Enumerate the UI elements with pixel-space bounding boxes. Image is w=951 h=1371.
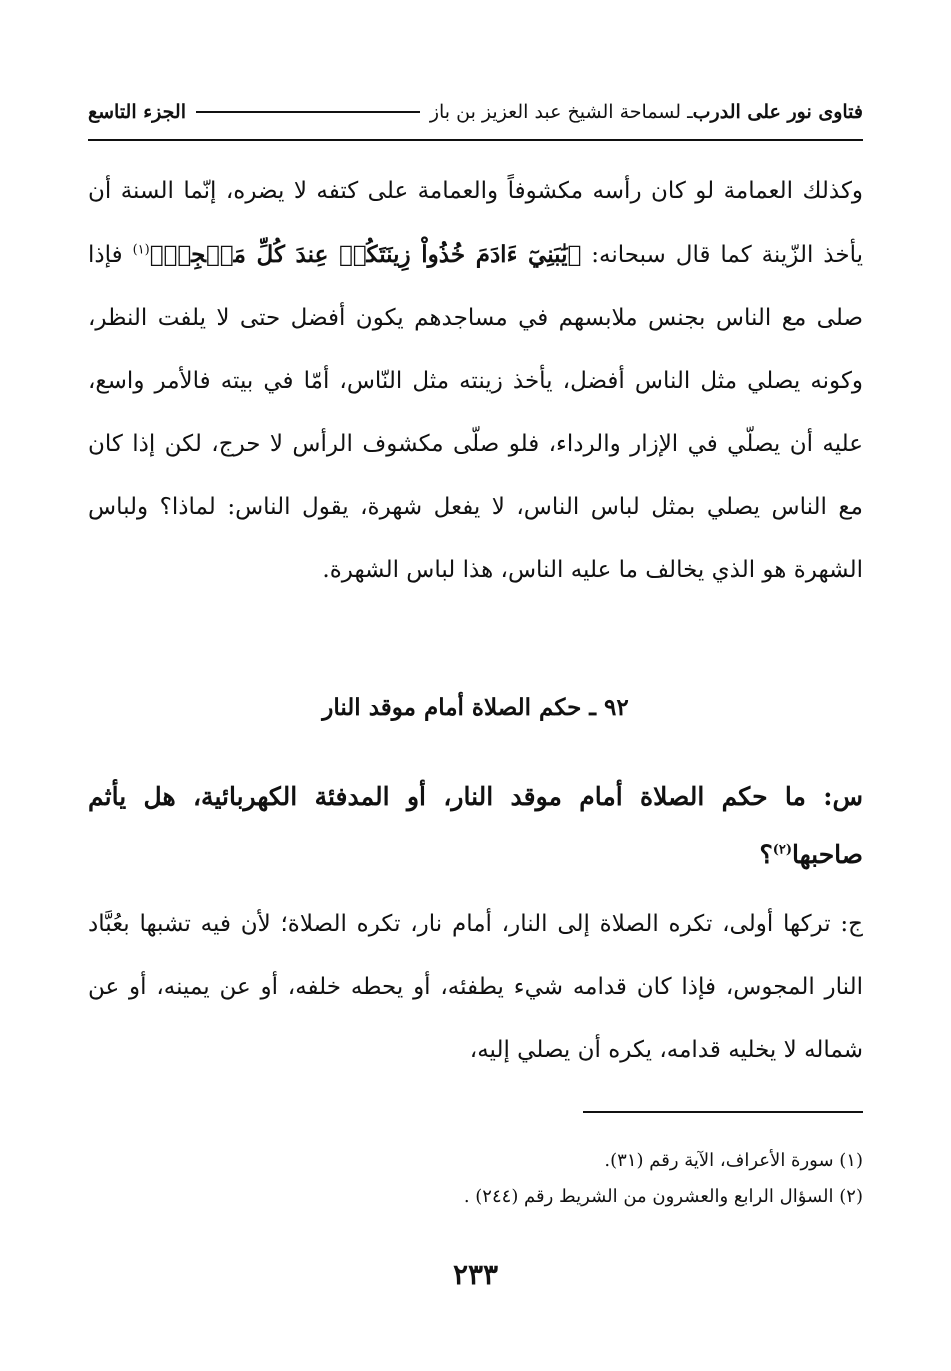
running-header — [88, 96, 863, 128]
header-line — [196, 111, 420, 113]
volume-label: الجزء التاسع — [88, 101, 186, 123]
footnote-ref-1: (١) — [132, 242, 150, 258]
author-name: ـ لسماحة الشيخ عبد العزيز بن باز — [429, 101, 693, 123]
footnote-ref-2: (٢) — [772, 842, 793, 858]
book-title: فتاوى نور على الدرب — [692, 101, 863, 123]
question-text: س: ما حكم الصلاة أمام موقد النار، أو المدفئة الكهربائية، هل يأثم صاحبها — [88, 782, 863, 869]
footnote-separator — [583, 1111, 863, 1113]
section-heading: ٩٢ ـ حكم الصلاة أمام موقد النار — [322, 694, 629, 721]
header-rule — [88, 139, 863, 141]
page-number: ٢٣٣ — [452, 1258, 499, 1291]
answer-paragraph: ج: تركها أولى، تكره الصلاة إلى النار، أمام نار، تكره الصلاة؛ لأن فيه تشبها بعُبَّاد النار المجوس، فإذا كان قدامه شيء يطفئه، أو يحطه خلفه، أو عن يمينه، أو عن شماله لا يخليه قدامه، يكره أن يصلي إليه، — [88, 911, 863, 1063]
footnote-2: (٢) السؤال الرابع والعشرون من الشريط رقم (٢٤٤) . — [463, 1186, 863, 1207]
question-mark: ؟ — [759, 840, 773, 869]
footnotes — [88, 1143, 863, 1215]
question-paragraph — [88, 768, 863, 884]
body-paragraph — [88, 160, 863, 602]
footnote-1: (١) سورة الأعراف، الآية رقم (٣١). — [604, 1150, 863, 1171]
body-text-end: فإذا صلى مع الناس بجنس ملابسهم في مساجدهم يكون أفضل حتى لا يلفت النظر، وكونه يصلي مثل الناس أفضل، يأخذ زينته مثل النّاس، أمّا في بيته فالأمر واسع، عليه أن يصلّي في الإزار والرداء، فلو صلّى مكشوف الرأس لا حرج، لكن إذا كان مع الناس يصلي بمثل لباس الناس، لا يفعل شهرة، يقول الناس: لماذا؟ ولباس الشهرة هو الذي يخالف ما عليه الناس، هذا لباس الشهرة. — [88, 242, 863, 583]
body-text-start: وكذلك العمامة لو كان رأسه مكشوفاً والعمامة على كتفه لا يضره، إنّما السنة أن يأخذ الزّينة كما قال سبحانه: — [88, 178, 863, 268]
quran-verse: ﴿يَٰبَنِيٓ ءَادَمَ خُذُواْ زِينَتَكُمۡ عِندَ كُلِّ مَسۡجِدٖ﴾ — [149, 241, 582, 268]
